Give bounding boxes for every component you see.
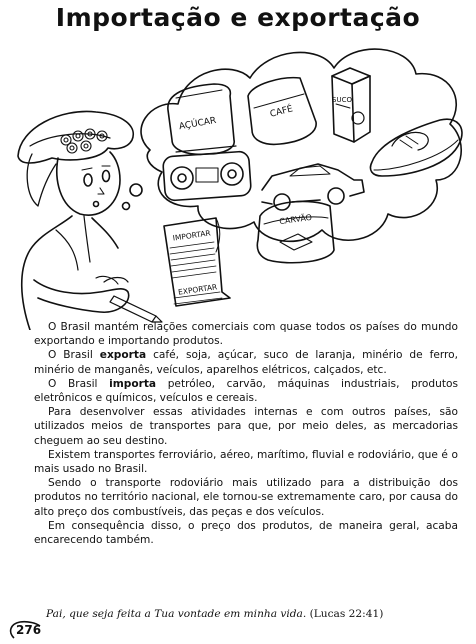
sugar-bag-label: AÇÚCAR bbox=[178, 115, 218, 133]
coffee-bag-label: CAFÉ bbox=[268, 104, 295, 120]
paragraph: O Brasil mantém relações comerciais com quase todos os países do mundo exportando e importando produtos. bbox=[34, 321, 458, 348]
thought-cloud bbox=[141, 49, 461, 241]
coal-bag-icon bbox=[257, 201, 334, 262]
paragraph: Em consequência disso, o preço dos produtos, de maneira geral, acaba encarecendo também. bbox=[34, 519, 458, 547]
hat-icon bbox=[18, 111, 133, 163]
quote-reference: (Lucas 22:41) bbox=[309, 608, 384, 620]
paragraph: O Brasil exporta café, soja, açúcar, suco de laranja, minério de ferro, minério de manganês, veículos, aparelhos elétricos, calçados, etc. bbox=[34, 349, 458, 376]
page-number bbox=[4, 620, 44, 640]
juice-box-label: SUCO bbox=[332, 96, 352, 104]
paragraph: O Brasil importa petróleo, carvão, máquinas industriais, produtos eletrônicos e químicos, veículos e cereais. bbox=[34, 377, 458, 405]
thought-bubble-small bbox=[130, 184, 142, 196]
paragraph: Sendo o transporte rodoviário mais utilizado para a distribuição dos produtos no território nacional, ele tornou-se extremamente caro, por causa do alto preço dos combustíveis, das peças e dos veículos. bbox=[34, 477, 458, 518]
car-icon bbox=[262, 164, 364, 210]
thought-bubble-tiny bbox=[123, 203, 130, 210]
bible-quote bbox=[46, 608, 466, 620]
juice-box-icon bbox=[332, 68, 370, 142]
shoe-icon bbox=[370, 119, 462, 176]
paragraph: Existem transportes ferroviário, aéreo, marítimo, fluvial e rodoviário, que é o mais usado no Brasil. bbox=[34, 448, 458, 476]
girl-illustration bbox=[18, 111, 162, 330]
quote-text: Pai, que seja feita a Tua vontade em minha vida. bbox=[46, 608, 307, 620]
coal-bag-label: CARVÃO bbox=[278, 212, 313, 227]
sheet-export-label: EXPORTAR bbox=[177, 282, 218, 297]
body-text bbox=[34, 320, 458, 547]
page-title: Importação e exportação bbox=[55, 3, 421, 32]
radio-icon bbox=[163, 146, 252, 201]
paragraph: Para desenvolver essas atividades internas e com outros países, são utilizados meios de transportes para que, por meio deles, as mercadorias cheguem ao seu destino. bbox=[34, 406, 458, 447]
sheet-import-label: IMPORTAR bbox=[172, 228, 212, 243]
illustration bbox=[0, 30, 476, 330]
page-number-text: 276 bbox=[16, 623, 42, 637]
